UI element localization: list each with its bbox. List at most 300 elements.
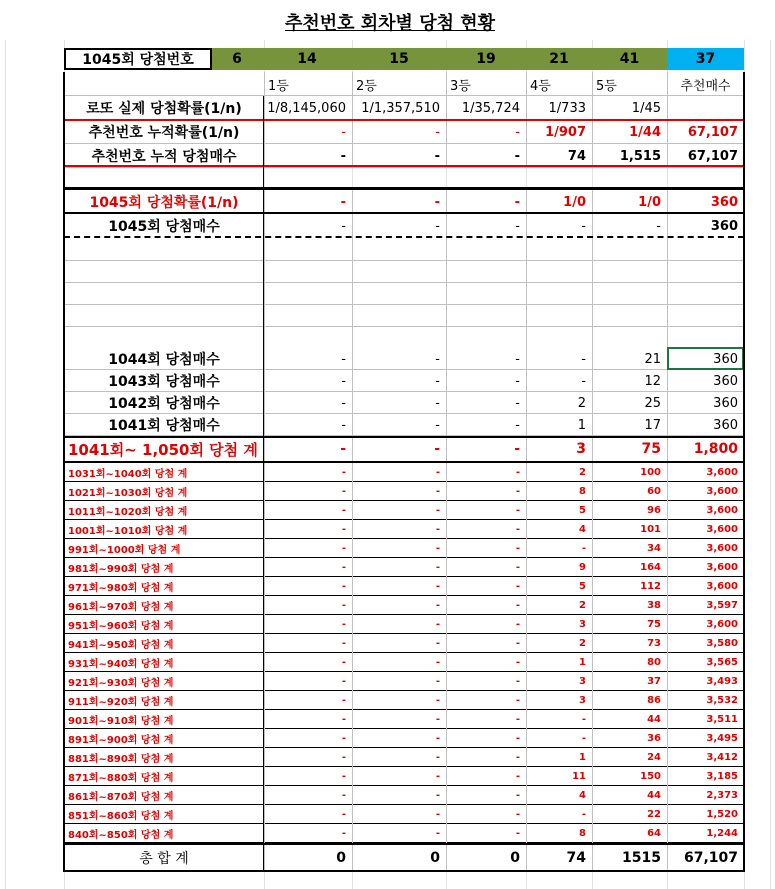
row-value-5[interactable]: 1515 — [592, 845, 667, 871]
grid-line — [592, 190, 593, 214]
row-value-4[interactable]: 2 — [526, 634, 592, 653]
row-value-5[interactable]: 75 — [592, 436, 667, 462]
grid-line — [352, 436, 353, 462]
row-value-4[interactable]: 1/0 — [526, 190, 592, 214]
row-value-1[interactable]: - — [264, 436, 352, 462]
row-value-4[interactable]: 1/733 — [526, 96, 592, 120]
grid-line — [592, 596, 593, 615]
row-value-4[interactable]: - — [526, 729, 592, 748]
grid-line — [264, 501, 265, 520]
row-value-4[interactable]: 74 — [526, 144, 592, 168]
row-value-2[interactable]: 1/1,357,510 — [352, 96, 446, 120]
row-value-1[interactable]: - — [264, 539, 352, 558]
row-value-6[interactable] — [667, 96, 744, 120]
row-value-6[interactable]: 3,600 — [667, 520, 744, 539]
row-value-2[interactable]: - — [352, 520, 446, 539]
grid-line — [592, 845, 593, 871]
grid-line — [667, 392, 668, 414]
row-value-6[interactable]: 3,493 — [667, 672, 744, 691]
row-value-5[interactable]: 34 — [592, 539, 667, 558]
row-value-2[interactable]: - — [352, 805, 446, 824]
row-value-6[interactable]: 3,580 — [667, 634, 744, 653]
row-value-1[interactable]: - — [264, 653, 352, 672]
row-value-6[interactable]: 67,107 — [667, 144, 744, 168]
row-value-2[interactable]: - — [352, 691, 446, 710]
row-value-5[interactable]: 112 — [592, 577, 667, 596]
row-value-1[interactable]: - — [264, 463, 352, 482]
row-value-2[interactable]: - — [352, 634, 446, 653]
row-value-3[interactable]: - — [446, 615, 526, 634]
grid-line — [526, 691, 527, 710]
gridline-v — [770, 40, 771, 889]
row-value-4[interactable]: 3 — [526, 672, 592, 691]
row-value-2[interactable]: 0 — [352, 845, 446, 871]
row-value-4[interactable]: 4 — [526, 520, 592, 539]
row-value-4[interactable]: 11 — [526, 767, 592, 786]
row-value-2[interactable]: - — [352, 436, 446, 462]
row-label[interactable]: 1043회 당첨매수 — [64, 370, 264, 392]
row-value-4[interactable]: 1 — [526, 414, 592, 436]
row-label[interactable]: 961회~970회 당첨 계 — [64, 596, 264, 615]
row-value-3[interactable]: - — [446, 634, 526, 653]
grid-line — [352, 482, 353, 501]
row-label[interactable]: 총 합 계 — [64, 845, 264, 871]
grid-line — [667, 805, 668, 824]
row-value-3[interactable]: - — [446, 348, 526, 370]
grid-line — [526, 501, 527, 520]
row-value-1[interactable]: - — [264, 824, 352, 843]
row-value-6[interactable]: 1,244 — [667, 824, 744, 843]
winning-number-6[interactable]: 41 — [592, 48, 667, 70]
header-rank-1[interactable]: 1등 — [264, 72, 352, 96]
grid-line — [667, 672, 668, 691]
gridline-v — [5, 40, 6, 889]
row-value-3[interactable]: - — [446, 558, 526, 577]
row-value-1[interactable]: - — [264, 748, 352, 767]
grid-line — [264, 672, 265, 691]
row-value-5[interactable]: 38 — [592, 596, 667, 615]
row-label[interactable]: 1031회~1040회 당첨 계 — [64, 463, 264, 482]
row-value-1[interactable]: - — [264, 501, 352, 520]
row-value-4[interactable]: 74 — [526, 845, 592, 871]
row-value-4[interactable]: 5 — [526, 501, 592, 520]
grid-line — [667, 845, 668, 871]
row-value-5[interactable]: 101 — [592, 520, 667, 539]
row-value-4[interactable]: 8 — [526, 824, 592, 843]
row-value-3[interactable]: - — [446, 596, 526, 615]
row-value-1[interactable]: - — [264, 634, 352, 653]
grid-line — [526, 539, 527, 558]
row-value-5[interactable]: - — [592, 214, 667, 238]
row-value-2[interactable]: - — [352, 558, 446, 577]
grid-line — [667, 615, 668, 634]
grid-line — [446, 326, 447, 348]
grid-line — [264, 615, 265, 634]
row-value-2[interactable]: - — [352, 190, 446, 214]
grid-line — [264, 710, 265, 729]
row-label[interactable]: 1021회~1030회 당첨 계 — [64, 482, 264, 501]
grid-line — [446, 463, 447, 482]
row-value-6[interactable]: 3,532 — [667, 691, 744, 710]
row-value-1[interactable]: - — [264, 767, 352, 786]
row-label[interactable]: 881회~890회 당첨 계 — [64, 748, 264, 767]
row-value-5[interactable]: 1/0 — [592, 190, 667, 214]
bonus-number[interactable]: 37 — [667, 48, 744, 70]
row-value-5[interactable]: 24 — [592, 748, 667, 767]
grid-line — [264, 767, 265, 786]
row-value-6[interactable]: 360 — [667, 214, 744, 238]
row-value-5[interactable]: 75 — [592, 615, 667, 634]
row-value-1[interactable]: - — [264, 805, 352, 824]
row-value-2[interactable]: - — [352, 615, 446, 634]
row-value-2[interactable]: - — [352, 767, 446, 786]
grid-line — [526, 326, 527, 348]
row-value-6[interactable]: 3,597 — [667, 596, 744, 615]
row-value-2[interactable]: - — [352, 729, 446, 748]
row-label[interactable]: 941회~950회 당첨 계 — [64, 634, 264, 653]
row-value-3[interactable]: - — [446, 370, 526, 392]
row-value-3[interactable]: - — [446, 436, 526, 462]
row-value-1[interactable]: - — [264, 786, 352, 805]
grid-line — [592, 767, 593, 786]
row-value-6[interactable]: 1,800 — [667, 436, 744, 462]
row-value-4[interactable]: 2 — [526, 392, 592, 414]
row-value-6[interactable]: 3,600 — [667, 558, 744, 577]
row-value-6[interactable]: 3,511 — [667, 710, 744, 729]
row-value-4[interactable]: 9 — [526, 558, 592, 577]
row-value-3[interactable]: - — [446, 824, 526, 843]
row-value-3[interactable]: - — [446, 414, 526, 436]
header-rank-5[interactable]: 5등 — [592, 72, 667, 96]
grid-line — [526, 238, 527, 260]
row-label[interactable]: 991회~1000회 당첨 계 — [64, 539, 264, 558]
grid-line — [526, 414, 527, 436]
row-value-2[interactable]: - — [352, 577, 446, 596]
row-value-1[interactable]: - — [264, 482, 352, 501]
row-value-2[interactable]: - — [352, 539, 446, 558]
row-label[interactable]: 891회~900회 당첨 계 — [64, 729, 264, 748]
row-value-5[interactable]: 44 — [592, 786, 667, 805]
row-value-3[interactable]: - — [446, 214, 526, 238]
row-value-1[interactable]: - — [264, 370, 352, 392]
row-value-2[interactable]: - — [352, 786, 446, 805]
row-value-5[interactable]: 25 — [592, 392, 667, 414]
row-value-5[interactable]: 64 — [592, 824, 667, 843]
row-value-6[interactable]: 67,107 — [667, 845, 744, 871]
row-value-3[interactable]: - — [446, 520, 526, 539]
row-value-3[interactable]: - — [446, 539, 526, 558]
row-label[interactable]: 1045회 당첨매수 — [64, 214, 264, 238]
row-value-1[interactable]: - — [264, 144, 352, 168]
row-value-1[interactable]: - — [264, 190, 352, 214]
row-value-4[interactable]: - — [526, 805, 592, 824]
row-value-2[interactable]: - — [352, 414, 446, 436]
row-value-3[interactable]: - — [446, 805, 526, 824]
row-value-5[interactable]: 37 — [592, 672, 667, 691]
row-value-2[interactable]: - — [352, 672, 446, 691]
label-column-border — [263, 96, 264, 872]
winning-number-5[interactable]: 21 — [526, 48, 592, 70]
row-value-6[interactable]: 3,600 — [667, 539, 744, 558]
header-rank-4[interactable]: 4등 — [526, 72, 592, 96]
row-label[interactable]: 911회~920회 당첨 계 — [64, 691, 264, 710]
row-value-2[interactable]: - — [352, 482, 446, 501]
row-label[interactable]: 931회~940회 당첨 계 — [64, 653, 264, 672]
grid-line — [352, 845, 353, 871]
row-value-4[interactable]: 3 — [526, 691, 592, 710]
row-value-1[interactable]: - — [264, 214, 352, 238]
row-label[interactable]: 1001회~1010회 당첨 계 — [64, 520, 264, 539]
grid-line — [352, 96, 353, 120]
row-value-5[interactable]: 21 — [592, 348, 667, 370]
row-value-4[interactable]: - — [526, 214, 592, 238]
winning-number-1[interactable]: 6 — [212, 48, 262, 70]
row-label[interactable]: 1042회 당첨매수 — [64, 392, 264, 414]
grid-line — [446, 786, 447, 805]
row-label[interactable]: 추천번호 누적확률(1/n) — [64, 120, 264, 144]
row-value-2[interactable]: - — [352, 653, 446, 672]
grid-line — [592, 520, 593, 539]
row-value-5[interactable]: 86 — [592, 691, 667, 710]
row-value-5[interactable]: 164 — [592, 558, 667, 577]
row-value-1[interactable]: - — [264, 392, 352, 414]
row-value-4[interactable]: - — [526, 348, 592, 370]
row-value-4[interactable]: 2 — [526, 596, 592, 615]
row-value-3[interactable]: - — [446, 144, 526, 168]
row-value-2[interactable]: - — [352, 370, 446, 392]
grid-line — [446, 260, 447, 282]
row-value-6[interactable]: 360 — [667, 190, 744, 214]
row-value-2[interactable]: - — [352, 824, 446, 843]
row-value-5[interactable]: 1/44 — [592, 120, 667, 144]
row-value-3[interactable]: - — [446, 577, 526, 596]
grid-line — [526, 282, 527, 304]
row-value-5[interactable]: 60 — [592, 482, 667, 501]
row-value-6[interactable]: 3,412 — [667, 748, 744, 767]
row-value-2[interactable]: - — [352, 392, 446, 414]
row-value-4[interactable]: 2 — [526, 463, 592, 482]
row-value-3[interactable]: - — [446, 501, 526, 520]
row-value-3[interactable]: - — [446, 482, 526, 501]
row-value-3[interactable]: - — [446, 653, 526, 672]
row-value-5[interactable]: 22 — [592, 805, 667, 824]
row-value-2[interactable]: - — [352, 144, 446, 168]
row-value-5[interactable]: 73 — [592, 634, 667, 653]
grid-line — [592, 501, 593, 520]
row-value-3[interactable]: - — [446, 748, 526, 767]
header-rank-6[interactable]: 추천매수 — [667, 72, 744, 96]
row-value-6[interactable]: 3,600 — [667, 615, 744, 634]
row-value-2[interactable]: - — [352, 748, 446, 767]
row-value-3[interactable]: - — [446, 710, 526, 729]
winning-number-3[interactable]: 15 — [352, 48, 446, 70]
row-value-2[interactable]: - — [352, 596, 446, 615]
row-value-2[interactable]: - — [352, 463, 446, 482]
row-value-6[interactable]: 67,107 — [667, 120, 744, 144]
row-value-6[interactable]: 3,600 — [667, 501, 744, 520]
row-value-6[interactable]: 3,600 — [667, 577, 744, 596]
grid-line — [667, 120, 668, 144]
row-label[interactable]: 840회~850회 당첨 계 — [64, 824, 264, 843]
row-value-5[interactable]: 44 — [592, 710, 667, 729]
row-value-1[interactable]: - — [264, 348, 352, 370]
row-value-1[interactable]: 1/8,145,060 — [264, 96, 352, 120]
row-value-4[interactable]: 8 — [526, 482, 592, 501]
row-value-6[interactable]: 360 — [667, 414, 744, 436]
row-label[interactable]: 1041회 당첨매수 — [64, 414, 264, 436]
grid-line — [352, 634, 353, 653]
grid-line — [592, 748, 593, 767]
grid-line — [667, 96, 668, 120]
row-value-6[interactable]: 2,373 — [667, 786, 744, 805]
row-value-6[interactable]: 360 — [667, 370, 744, 392]
row-value-3[interactable]: - — [446, 767, 526, 786]
row-value-1[interactable]: - — [264, 596, 352, 615]
grid-line — [667, 539, 668, 558]
grid-line — [352, 282, 353, 304]
grid-line — [526, 748, 527, 767]
grid-line — [592, 72, 593, 96]
row-value-1[interactable]: - — [264, 577, 352, 596]
grid-line — [446, 710, 447, 729]
row-label[interactable]: 861회~870회 당첨 계 — [64, 786, 264, 805]
grid-line — [352, 710, 353, 729]
winning-number-2[interactable]: 14 — [262, 48, 352, 70]
grid-line — [592, 558, 593, 577]
row-label[interactable]: 로또 실제 당첨확률(1/n) — [64, 96, 264, 120]
row-value-5[interactable]: 80 — [592, 653, 667, 672]
draw-label[interactable]: 1045회 당첨번호 — [64, 48, 212, 70]
row-value-5[interactable]: 17 — [592, 414, 667, 436]
grid-line — [264, 72, 265, 96]
row-value-1[interactable]: - — [264, 710, 352, 729]
header-rank-3[interactable]: 3등 — [446, 72, 526, 96]
row-value-4[interactable]: - — [526, 710, 592, 729]
row-value-6[interactable]: 3,565 — [667, 653, 744, 672]
row-value-5[interactable]: 150 — [592, 767, 667, 786]
grid-line — [592, 120, 593, 144]
grid-line — [264, 482, 265, 501]
grid-line — [446, 634, 447, 653]
row-value-3[interactable]: - — [446, 786, 526, 805]
row-value-4[interactable]: 4 — [526, 786, 592, 805]
grid-line — [264, 370, 265, 392]
row-value-1[interactable]: - — [264, 691, 352, 710]
row-value-4[interactable]: 3 — [526, 436, 592, 462]
row-value-5[interactable]: 12 — [592, 370, 667, 392]
row-value-2[interactable]: - — [352, 348, 446, 370]
row-value-1[interactable]: - — [264, 672, 352, 691]
row-value-4[interactable]: 5 — [526, 577, 592, 596]
row-value-6[interactable]: 3,185 — [667, 767, 744, 786]
grid-line — [264, 845, 265, 871]
grid-line — [446, 214, 447, 238]
row-value-6[interactable]: 360 — [667, 392, 744, 414]
row-label[interactable]: 1044회 당첨매수 — [64, 348, 264, 370]
row-value-2[interactable]: - — [352, 710, 446, 729]
row-value-4[interactable]: - — [526, 539, 592, 558]
row-value-3[interactable]: - — [446, 392, 526, 414]
row-value-1[interactable]: - — [264, 520, 352, 539]
row-value-5[interactable]: 96 — [592, 501, 667, 520]
grid-line — [264, 326, 265, 348]
row-value-5[interactable]: 100 — [592, 463, 667, 482]
row-value-1[interactable]: 0 — [264, 845, 352, 871]
row-value-3[interactable]: 1/35,724 — [446, 96, 526, 120]
row-value-4[interactable]: - — [526, 370, 592, 392]
grid-line — [667, 596, 668, 615]
row-label[interactable]: 871회~880회 당첨 계 — [64, 767, 264, 786]
row-value-4[interactable]: 1 — [526, 748, 592, 767]
red-separator — [64, 119, 744, 121]
grid-line — [592, 615, 593, 634]
row-value-6[interactable]: 3,600 — [667, 482, 744, 501]
row-label[interactable]: 1041회~ 1,050회 당첨 계 — [64, 436, 264, 462]
row-value-6[interactable]: 3,495 — [667, 729, 744, 748]
grid-line — [264, 463, 265, 482]
grid-line — [526, 767, 527, 786]
row-value-4[interactable]: 1 — [526, 653, 592, 672]
row-label[interactable]: 981회~990회 당첨 계 — [64, 558, 264, 577]
row-label[interactable]: 901회~910회 당첨 계 — [64, 710, 264, 729]
grid-line — [526, 520, 527, 539]
row-value-1[interactable]: - — [264, 729, 352, 748]
row-value-5[interactable]: 36 — [592, 729, 667, 748]
row-value-2[interactable]: - — [352, 120, 446, 144]
row-label[interactable]: 921회~930회 당첨 계 — [64, 672, 264, 691]
row-value-4[interactable]: 1/907 — [526, 120, 592, 144]
row-value-4[interactable]: 3 — [526, 615, 592, 634]
grid-line — [667, 482, 668, 501]
row-value-6[interactable]: 360 — [667, 348, 744, 370]
row-label[interactable]: 추천번호 누적 당첨매수 — [64, 144, 264, 168]
grid-line — [446, 120, 447, 144]
row-label[interactable]: 971회~980회 당첨 계 — [64, 577, 264, 596]
row-value-3[interactable]: - — [446, 190, 526, 214]
row-label[interactable]: 1045회 당첨확률(1/n) — [64, 190, 264, 214]
row-value-5[interactable]: 1,515 — [592, 144, 667, 168]
row-value-2[interactable]: - — [352, 214, 446, 238]
row-label[interactable]: 1011회~1020회 당첨 계 — [64, 501, 264, 520]
row-value-1[interactable]: - — [264, 558, 352, 577]
header-rank-2[interactable]: 2등 — [352, 72, 446, 96]
row-value-2[interactable]: - — [352, 501, 446, 520]
row-value-1[interactable]: - — [264, 120, 352, 144]
row-value-6[interactable]: 1,520 — [667, 805, 744, 824]
winning-number-4[interactable]: 19 — [446, 48, 526, 70]
grid-line — [592, 577, 593, 596]
row-value-3[interactable]: - — [446, 672, 526, 691]
grid-line — [264, 436, 265, 462]
grid-line — [592, 436, 593, 462]
row-value-3[interactable]: - — [446, 729, 526, 748]
row-value-5[interactable]: 1/45 — [592, 96, 667, 120]
row-value-1[interactable]: - — [264, 615, 352, 634]
grid-line — [264, 805, 265, 824]
row-value-1[interactable]: - — [264, 414, 352, 436]
grid-line — [446, 539, 447, 558]
row-value-3[interactable]: - — [446, 463, 526, 482]
row-label[interactable]: 951회~960회 당첨 계 — [64, 615, 264, 634]
header-blank[interactable] — [64, 72, 264, 96]
row-value-3[interactable]: - — [446, 120, 526, 144]
row-value-3[interactable]: - — [446, 691, 526, 710]
row-value-6[interactable]: 3,600 — [667, 463, 744, 482]
row-label[interactable]: 851회~860회 당첨 계 — [64, 805, 264, 824]
row-value-3[interactable]: 0 — [446, 845, 526, 871]
grid-line — [526, 392, 527, 414]
grid-line — [446, 577, 447, 596]
